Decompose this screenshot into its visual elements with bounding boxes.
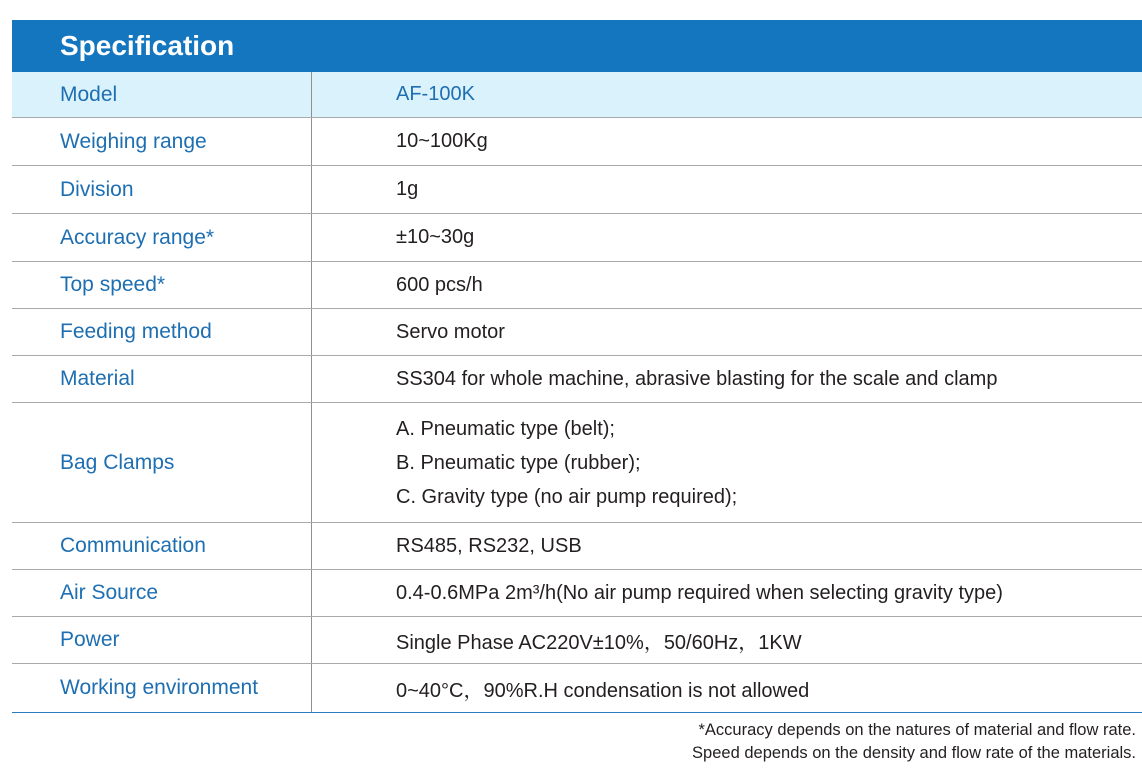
spec-row-bag-clamps [12,403,1142,523]
spec-label: Model [12,72,312,117]
spec-value: Servo motor [396,320,505,343]
spec-row-communication [12,523,1142,570]
spec-label: Feeding method [12,309,312,355]
spec-rows [12,72,1142,713]
spec-row-power [12,617,1142,664]
spec-value: SS304 for whole machine, abrasive blasting for the scale and clamp [396,367,998,390]
spec-row-division [12,166,1142,214]
footnote-line: *Accuracy depends on the natures of material and flow rate. [698,721,1136,739]
spec-value: ±10~30g [396,226,475,248]
spec-value-line: B. Pneumatic type (rubber); [396,451,641,474]
spec-row-feeding-method [12,309,1142,356]
footnote [692,719,1136,765]
spec-value: 600 pcs/h [396,273,483,296]
spec-row-working-environment [12,664,1142,712]
spec-value: 0.4-0.6MPa 2m³/h(No air pump required when selecting gravity type) [396,581,1003,604]
spec-label: Power [12,617,312,663]
spec-label: Communication [12,523,312,569]
spec-label: Weighing range [12,118,312,165]
spec-value: 1g [396,178,419,200]
spec-label: Accuracy range* [12,214,312,261]
spec-row-air-source [12,570,1142,617]
spec-label: Material [12,356,312,402]
spec-value-list [312,403,1142,522]
spec-row-model [12,72,1142,118]
spec-row-top-speed [12,262,1142,309]
spec-label: Bag Clamps [12,403,312,522]
spec-row-weighing-range [12,118,1142,166]
footnote-line: Speed depends on the density and flow rate of the materials. [692,744,1136,762]
spec-label: Working environment [12,664,312,712]
spec-row-material [12,356,1142,403]
spec-label: Air Source [12,570,312,616]
spec-label: Top speed* [12,262,312,308]
spec-value-line: A. Pneumatic type (belt); [396,417,615,440]
spec-value-line: C. Gravity type (no air pump required); [396,485,738,508]
spec-label: Division [12,166,312,213]
spec-value: Single Phase AC220V±10%，50/60Hz，1KW [396,631,802,654]
specification-table [12,20,1142,713]
spec-row-accuracy-range [12,214,1142,262]
spec-value: RS485, RS232, USB [396,534,582,557]
spec-value: AF-100K [396,83,475,105]
spec-value: 10~100Kg [396,130,488,152]
spec-header-title: Specification [12,20,1142,72]
spec-value: 0~40°C，90%R.H condensation is not allowed [396,679,810,702]
